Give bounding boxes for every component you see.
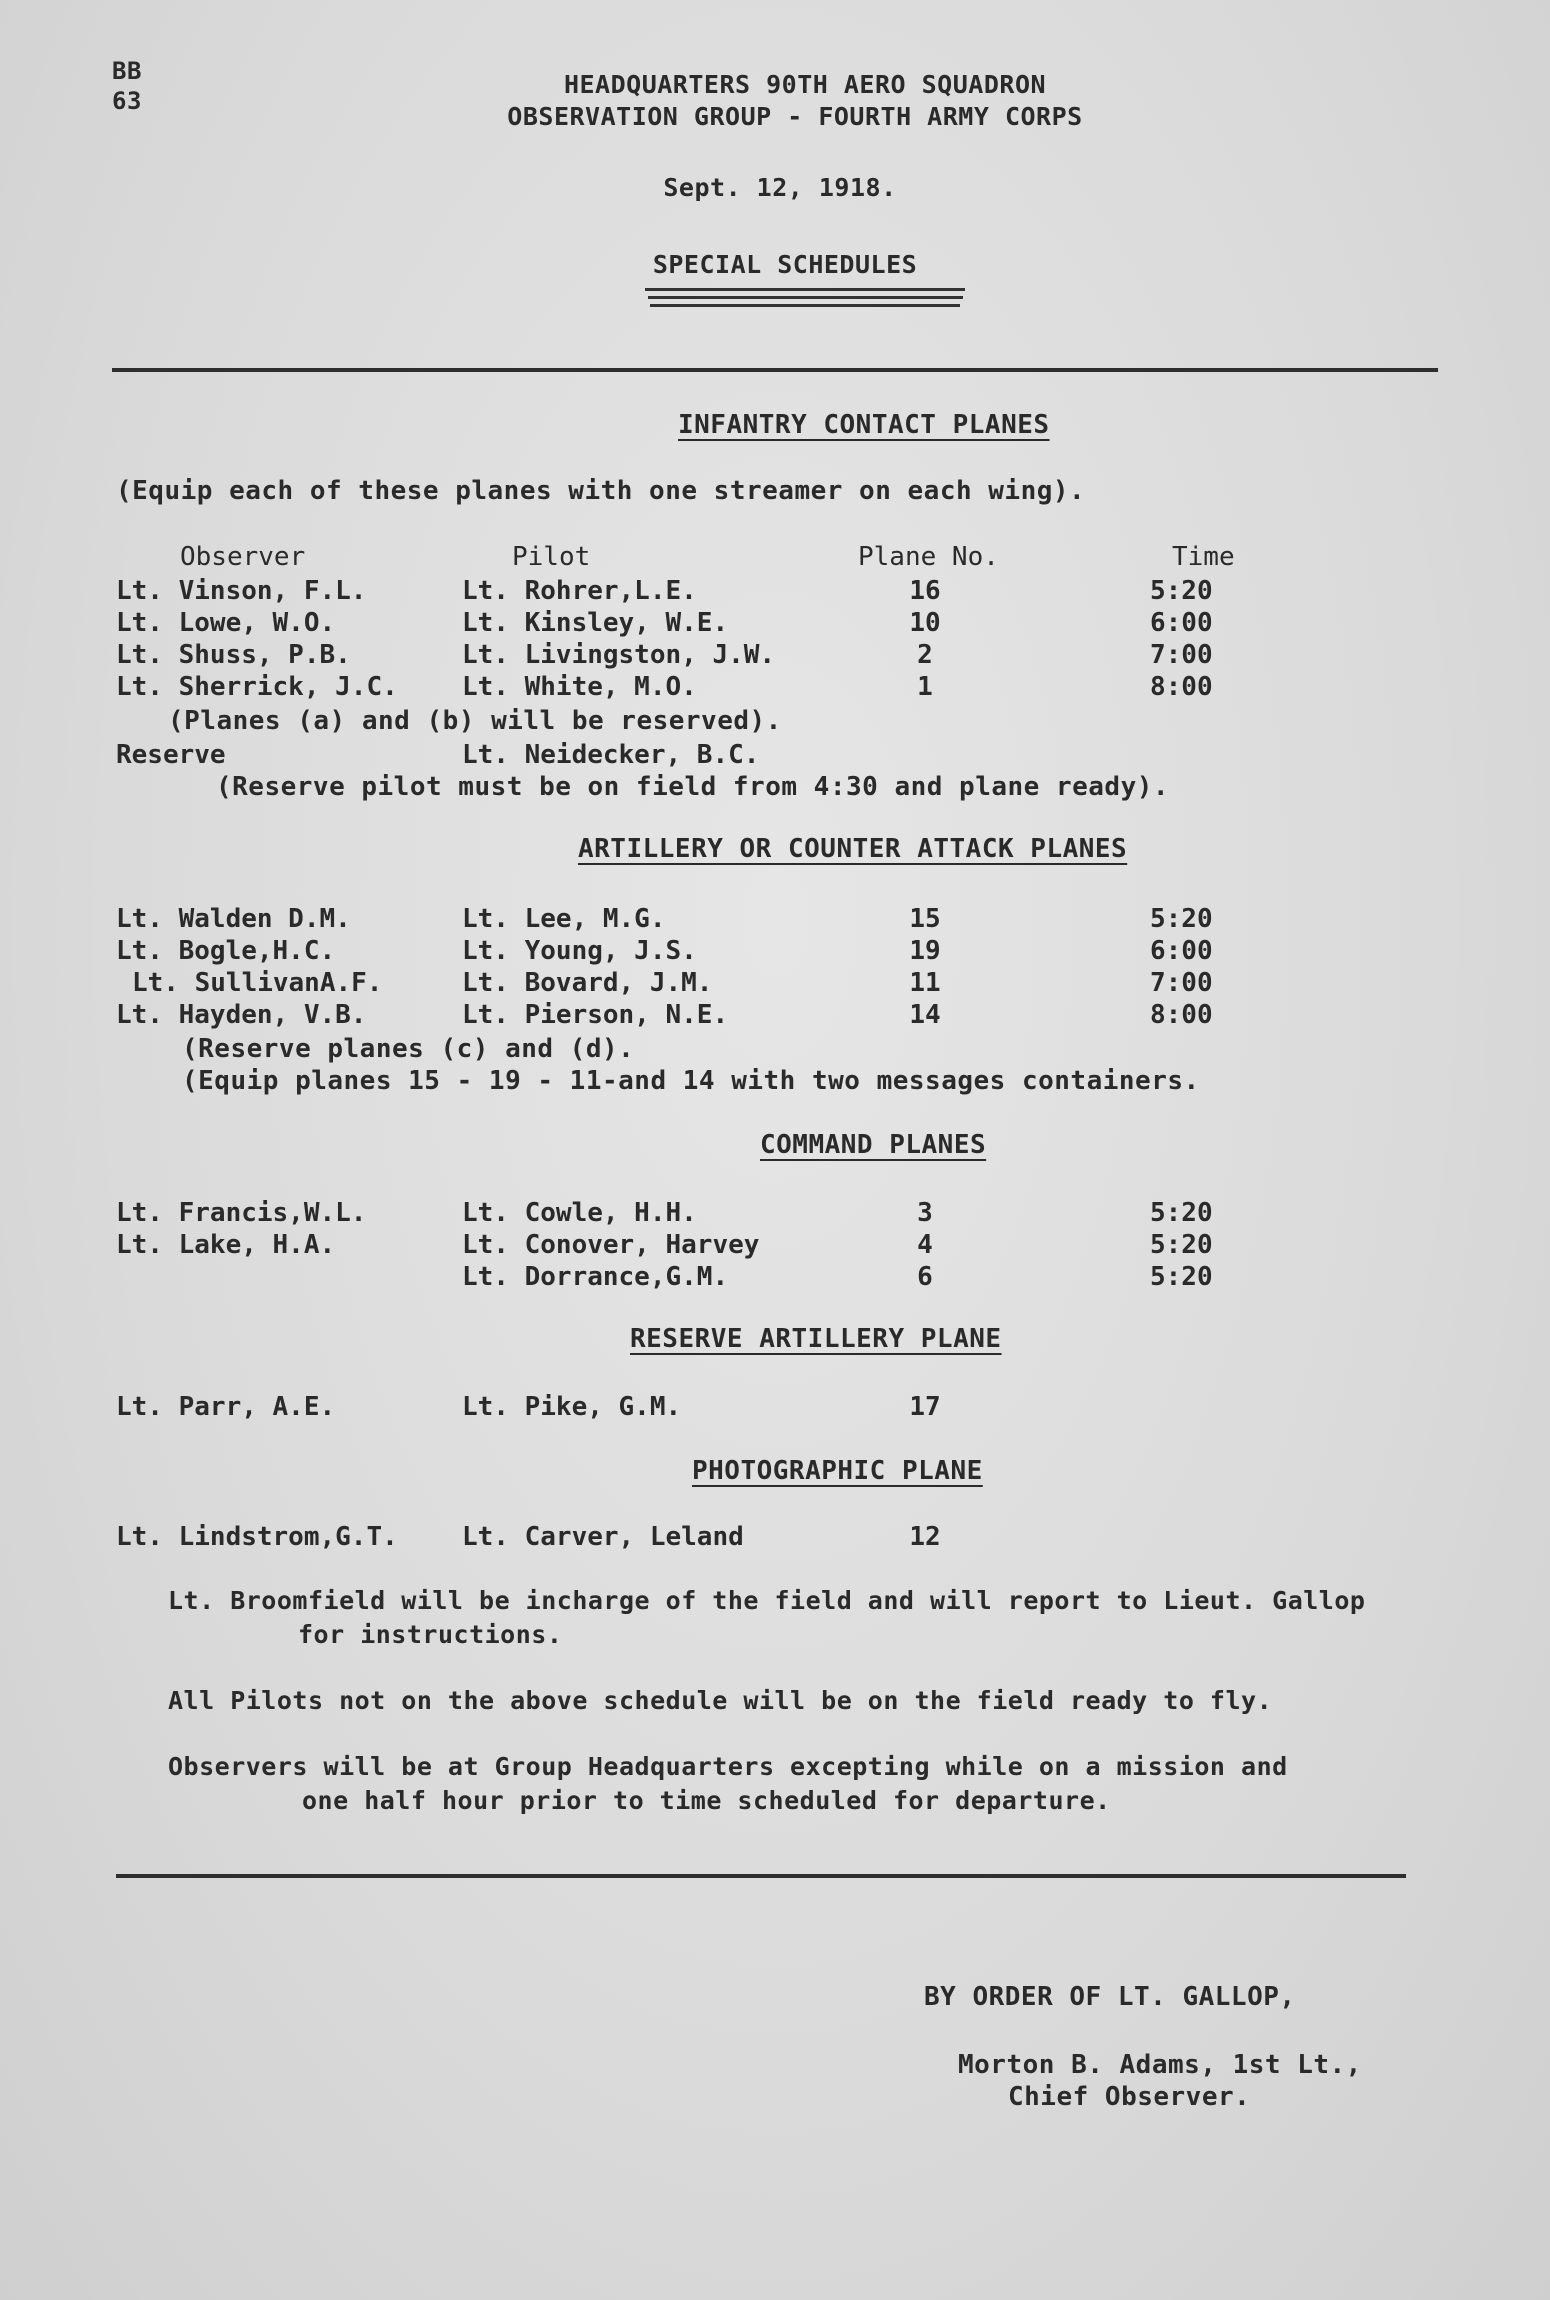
infantry-row (0, 608, 1550, 640)
document-title: SPECIAL SCHEDULES (652, 250, 918, 279)
plane-cell: 19 (909, 936, 941, 966)
observer-cell: Lt. Bogle,H.C. (116, 936, 336, 966)
pilot-cell: Lt. Bovard, J.M. (462, 968, 713, 998)
plane-cell: 4 (917, 1230, 933, 1260)
pilot-cell: Lt. Pike, G.M. (462, 1392, 682, 1422)
plane-cell: 10 (909, 608, 941, 638)
command-row (0, 1198, 1550, 1230)
reserve-pilot: Lt. Neidecker, B.C. (462, 740, 760, 770)
pilot-cell: Lt. Rohrer,L.E. (462, 576, 697, 606)
pilot-cell: Lt. Lee, M.G. (462, 904, 666, 934)
artillery-row (0, 1000, 1550, 1032)
instruction-1-line-2: for instructions. (298, 1620, 563, 1649)
time-cell: 6:00 (1150, 608, 1213, 638)
time-cell: 8:00 (1150, 1000, 1213, 1030)
plane-cell: 16 (909, 576, 941, 606)
time-cell: 7:00 (1150, 968, 1213, 998)
observer-cell: Lt. Sherrick, J.C. (116, 672, 398, 702)
title-underline-1 (645, 288, 965, 291)
time-cell: 5:20 (1150, 1230, 1213, 1260)
reserve-artillery-heading: RESERVE ARTILLERY PLANE (630, 1324, 1002, 1354)
observer-cell: Lt. Lake, H.A. (116, 1230, 336, 1260)
instruction-3-line-2: one half hour prior to time scheduled for departure. (302, 1786, 1111, 1815)
title-underline-2 (648, 296, 963, 299)
plane-cell: 3 (917, 1198, 933, 1228)
artillery-heading: ARTILLERY OR COUNTER ATTACK PLANES (578, 834, 1128, 864)
plane-cell: 1 (917, 672, 933, 702)
pilot-cell: Lt. Cowle, H.H. (462, 1198, 697, 1228)
time-cell: 5:20 (1150, 1262, 1213, 1292)
reserve-artillery-row (0, 1392, 1550, 1424)
observer-cell: Lt. Walden D.M. (116, 904, 351, 934)
artillery-row (0, 936, 1550, 968)
signature-order-line: BY ORDER OF LT. GALLOP, (924, 1982, 1296, 2012)
observer-cell: Lt. SullivanA.F. (132, 968, 383, 998)
observer-cell: Lt. Hayden, V.B. (116, 1000, 367, 1030)
signature-title: Chief Observer. (1008, 2082, 1251, 2112)
plane-cell: 2 (917, 640, 933, 670)
document-date: Sept. 12, 1918. (663, 173, 897, 202)
top-divider (112, 368, 1438, 372)
command-row (0, 1230, 1550, 1262)
artillery-row (0, 968, 1550, 1000)
pilot-cell: Lt. Livingston, J.W. (462, 640, 776, 670)
pilot-cell: Lt. Young, J.S. (462, 936, 697, 966)
photographic-row (0, 1522, 1550, 1554)
pilot-cell: Lt. Carver, Leland (462, 1522, 744, 1552)
pilot-cell: Lt. White, M.O. (462, 672, 697, 702)
corner-mark-1: BB (112, 57, 142, 85)
infantry-reserve-row (0, 740, 1550, 772)
plane-cell: 17 (909, 1392, 941, 1422)
infantry-row (0, 576, 1550, 608)
time-cell: 5:20 (1150, 904, 1213, 934)
infantry-note: (Equip each of these planes with one streamer on each wing). (116, 476, 1086, 506)
observer-cell: Lt. Vinson, F.L. (116, 576, 367, 606)
observer-cell: Lt. Francis,W.L. (116, 1198, 367, 1228)
pilot-cell: Lt. Conover, Harvey (462, 1230, 760, 1260)
command-heading: COMMAND PLANES (760, 1130, 987, 1160)
header-line-1: HEADQUARTERS 90TH AERO SQUADRON (563, 70, 1047, 99)
column-plane-no: Plane No. (858, 542, 999, 572)
observer-cell: Lt. Parr, A.E. (116, 1392, 336, 1422)
column-observer: Observer (180, 542, 306, 572)
observer-cell: Lt. Shuss, P.B. (116, 640, 351, 670)
time-cell: 7:00 (1150, 640, 1213, 670)
infantry-heading: INFANTRY CONTACT PLANES (678, 410, 1050, 440)
pilot-cell: Lt. Dorrance,G.M. (462, 1262, 729, 1292)
plane-cell: 15 (909, 904, 941, 934)
photographic-heading: PHOTOGRAPHIC PLANE (692, 1456, 983, 1486)
reserve-pilot-note: (Reserve pilot must be on field from 4:30 and plane ready). (216, 772, 1170, 802)
bottom-divider (116, 1874, 1406, 1878)
time-cell: 5:20 (1150, 1198, 1213, 1228)
instruction-2: All Pilots not on the above schedule will be on the field ready to fly. (168, 1686, 1273, 1715)
artillery-note-1: (Reserve planes (c) and (d). (182, 1034, 635, 1064)
infantry-row (0, 640, 1550, 672)
corner-mark-2: 63 (112, 87, 142, 115)
plane-cell: 11 (909, 968, 941, 998)
artillery-note-2: (Equip planes 15 - 19 - 11-and 14 with two messages containers. (182, 1066, 1200, 1096)
instruction-3-line-1: Observers will be at Group Headquarters excepting while on a mission and (168, 1752, 1288, 1781)
time-cell: 5:20 (1150, 576, 1213, 606)
infantry-reserved-note: (Planes (a) and (b) will be reserved). (168, 706, 782, 736)
infantry-row (0, 672, 1550, 704)
reserve-label: Reserve (116, 740, 226, 770)
time-cell: 8:00 (1150, 672, 1213, 702)
infantry-column-headers (0, 542, 1550, 574)
title-underline-3 (650, 304, 960, 307)
artillery-row (0, 904, 1550, 936)
pilot-cell: Lt. Pierson, N.E. (462, 1000, 729, 1030)
plane-cell: 14 (909, 1000, 941, 1030)
observer-cell: Lt. Lowe, W.O. (116, 608, 336, 638)
instruction-1-line-1: Lt. Broomfield will be incharge of the field and will report to Lieut. Gallop (168, 1586, 1366, 1615)
command-row (0, 1262, 1550, 1294)
plane-cell: 12 (909, 1522, 941, 1552)
pilot-cell: Lt. Kinsley, W.E. (462, 608, 729, 638)
header-line-2: OBSERVATION GROUP - FOURTH ARMY CORPS (507, 102, 1083, 131)
signature-name: Morton B. Adams, 1st Lt., (958, 2050, 1362, 2080)
column-time: Time (1172, 542, 1235, 572)
plane-cell: 6 (917, 1262, 933, 1292)
observer-cell: Lt. Lindstrom,G.T. (116, 1522, 398, 1552)
time-cell: 6:00 (1150, 936, 1213, 966)
column-pilot: Pilot (512, 542, 591, 572)
